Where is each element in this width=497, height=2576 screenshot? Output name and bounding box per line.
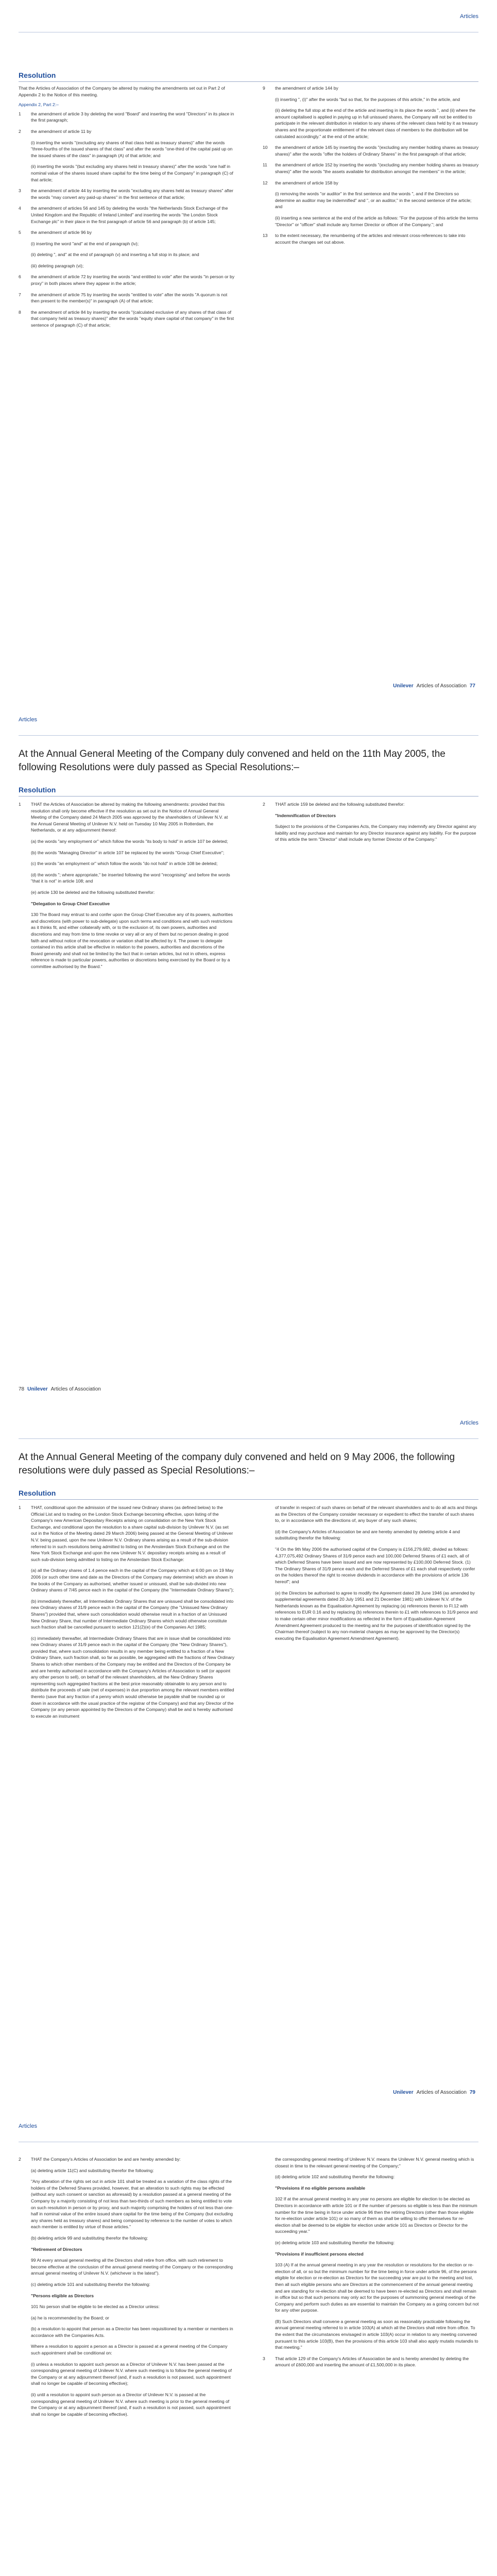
section-rule: [19, 1499, 478, 1500]
resolution-item: [19, 801, 235, 834]
page-77: [0, 0, 497, 703]
resolution-paragraph: [19, 140, 235, 159]
item-text: (b) deleting article 99 and substituting therefor the following:: [31, 2235, 148, 2241]
resolution-paragraph: [19, 241, 235, 247]
intro-paragraph: That the Articles of Association of the Company be altered by making the amendments set out in Part 2 of Appendix 2 to the Notice of this meeting.: [19, 86, 225, 97]
item-number: 11: [263, 162, 267, 168]
item-text: 99 At every annual general meeting all the Directors shall retire from office, with such retirement to become effective at the conclusion of the annual general meeting of the Company or the corresponding annual general meeting of Unilever N.V. (whichever is the latest").: [31, 2258, 233, 2276]
resolution-paragraph: [263, 2156, 479, 2169]
resolution-paragraph: [19, 251, 235, 258]
page-80: [0, 2110, 497, 2576]
brand-name: Unilever: [393, 683, 414, 689]
resolution-paragraph: [19, 2293, 235, 2299]
resolution-paragraph: [19, 163, 235, 183]
section-tab[interactable]: Articles: [459, 1420, 478, 1426]
section-rule: [19, 81, 478, 82]
resolution-item: [19, 309, 235, 329]
resolution-paragraph: [19, 2167, 235, 2174]
resolution-paragraph: [19, 2281, 235, 2288]
item-text: (a) deleting article 11(C) and substituting therefor the following:: [31, 2167, 154, 2173]
item-text: (e) the Directors be authorised to agree to modify the Agreement dated 28 June 1946 (as amended by supplemental agreements dated 20 July 1951 and 21 December 1981) with Unilever N.V. of the Netherlands known as the Equalisation Agreement by replacing (a) references therein to Fl.12 with references to EUR 0.16 and by replacing (b) references therein to £1 with references to 31/9 pence and to make certain other minor modifications as reflected in the form of Equalisation Agreement Amendment Agreement produced to the meeting and for the purposes of identification signed by the Chairman thereof (subject to any non-material changes as may be approved by the Director(s) executing the Equalisation Agreement Amendment Agreement).: [275, 1590, 478, 1641]
brand-name: Unilever: [27, 1386, 48, 1392]
item-text: (d) the words "; where appropriate," be inserted following the word "recognising" and before the words "that it is not" in article 108; and: [31, 872, 230, 884]
item-number: 1: [19, 802, 21, 807]
item-text: (c) deleting article 101 and substituting therefor the following:: [31, 2281, 150, 2287]
resolution-paragraph: [263, 96, 479, 103]
item-text: the amendment of article 96 by: [31, 230, 92, 235]
resolution-paragraph: [263, 2262, 479, 2314]
item-text: (ii) inserting the words "(but excluding any shares held in treasury shares)" after the words "one half in nominal value of the shares issued share capital for the time being of the Company" in paragraph (C) of that article;: [31, 164, 233, 182]
item-number: 1: [19, 1505, 21, 1510]
resolution-paragraph: [263, 2240, 479, 2246]
item-text: (c) the words "an employment or" which follow the words "do not hold" in article 108 be deleted;: [31, 861, 218, 867]
item-text: 130 The Board may entrust to and confer upon the Group Chief Executive any of its powers, authorities and discretions (with power to sub-delegate) upon such terms and conditions and with such restrictions as it thinks fit, and either collaterally with, or to the exclusion of, its own powers, authorities and discretions and may from time to time revoke or vary all or any of them but no person dealing in good faith and without notice of the revocation or variation shall be affected by it. The power to delegate contained in this article shall be effective in relation to the powers, authorities and discretions of the Board generally and shall not be limited by the fact that in certain articles, but not in others, express reference is made to particular powers, authorities or discretions being exercised by the Board or by a committee authorised by the Board.": [31, 912, 233, 969]
resolution-paragraph: [263, 191, 479, 210]
resolution-paragraph: [19, 2392, 235, 2417]
item-text: (i) unless a resolution to appoint such person as a Director of Unilever N.V. has been passed at the corresponding general meeting of Unilever N.V. where such meeting is to follow the general meeting of the Company or at any adjournment thereof (and, if such a resolution is not passed, such appointment shall no longer be capable of becoming effective);: [31, 2361, 232, 2386]
resolution-left-column: [19, 1504, 235, 1724]
item-text: (b) the words "Managing Director" in article 107 be replaced by the words "Group Chief Executive";: [31, 850, 225, 855]
item-text: the amendment of article 3 by deleting the word "Board" and inserting the word "Directors" in its place in the first paragraph;: [31, 111, 234, 123]
resolution-paragraph: [263, 823, 479, 843]
resolution-paragraph: [263, 2318, 479, 2351]
section-title: Resolution: [19, 1489, 56, 1497]
resolution-item: [263, 144, 479, 157]
item-text: (i) inserting the words "(excluding any shares of that class held as treasury shares)" after the words "three-fourths of the issued shares of that class" and after the words "one-third of the capital paid up on the issued shares of the class" in paragraph (A) of that article; and: [31, 140, 233, 158]
clause-heading: "Delegation to Group Chief Executive: [31, 901, 110, 906]
resolution-paragraph: [263, 215, 479, 228]
item-text: the amendment of article 75 by inserting the words "entitled to vote" after the words "A quorum is not then present to the member(s)" in paragraph (A) of that article;: [31, 292, 228, 304]
resolution-paragraph: [19, 2361, 235, 2387]
resolution-item: [263, 801, 479, 808]
item-number: 2: [263, 802, 265, 807]
document-name: Articles of Association: [416, 683, 467, 689]
item-text: (ii) until a resolution to appoint such person as a Director of Unilever N.V. is passed at the corresponding general meeting of Unilever N.V. where such meeting is prior to the general meeting of the Company or at any adjournment thereof (and, if such a resolution is not passed, such appointment shall no longer be capable of becoming effective).: [31, 2392, 231, 2417]
page-78: [0, 703, 497, 1406]
item-text: to the extent necessary, the renumbering of the articles and relevant cross-references to take into account the changes set out above.: [275, 233, 466, 245]
clause-heading: "Provisions if no eligible persons available: [275, 2185, 366, 2191]
item-number: 13: [263, 233, 268, 239]
header-rule: [19, 735, 478, 736]
section-tab[interactable]: Articles: [19, 717, 38, 723]
item-text: (e) deleting article 103 and substituting therefor the following:: [275, 2240, 395, 2245]
item-number: 3: [263, 2355, 265, 2361]
item-number: 10: [263, 145, 268, 150]
item-text: the amendment of article 152 by inserting the words "(excluding any member holding shares as treasury shares)" after the words "the assets available for distribution amongst the members" in the article;: [275, 162, 479, 174]
item-text: (b) immediately thereafter, all Intermediate Ordinary Shares that are unissued shall be consolidated into new Ordinary shares of 31/9 pence each in the capital of the Company (the "Unissued New Ordinary Shares") provided that, where such consolidation would otherwise result in a fraction of an Unissued New Ordinary Share, that number of Intermediate Ordinary Shares which would otherwise constitute such fraction shall be cancelled pursuant to section 121(2)(e) of the Companies Act 1985;: [31, 1598, 234, 1630]
item-text: the amendment of articles 56 and 145 by deleting the words "the Netherlands Stock Exchange of the United Kingdom and the Republic of Ireland Limited" and inserting the words "the London Stock Exchange plc" in their place in the first paragraph of article 56 and paragraph (b) of article 145;: [31, 206, 228, 224]
resolution-paragraph: [19, 901, 235, 907]
meeting-intro: At the Annual General Meeting of the Company duly convened and held on the 11th May 2005, the following Resolutions were duly passed as Special Resolutions:–: [19, 749, 445, 773]
item-text: the amendment of article 72 by inserting the words "and entitled to vote" after the words "in person or by proxy" in both places where they appear in the article;: [31, 274, 235, 286]
resolution-item: [263, 232, 479, 245]
item-text: Subject to the provisions of the Companies Acts, the Company may indemnify any Director against any liability and may purchase and maintain for any Director insurance against any liability. For the purpose of this article the term "Director" shall include any former Director of the Company.": [275, 824, 476, 842]
page-footer: [390, 2090, 478, 2095]
item-text: the amendment of article 84 by inserting the words "(calculated exclusive of any shares of that class of that company held as treasury shares)" after the words "equity share capital of that company" in the first sentence of paragraph (C) of that article;: [31, 309, 234, 328]
item-text: (b) a resolution to appoint that person as a Director has been requisitioned by a member or members in accordance with the Companies Acts.: [31, 2326, 233, 2338]
section-tab[interactable]: Articles: [19, 2123, 38, 2129]
item-text: (ii) deleting the full stop at the end of the article and inserting in its place the words ", and (ii) where the amount capitalised is applied in paying up in full unissued shares, the Company will not be entitled to participate in the relevant distribution in relation to any shares of the relevant class held by it as treasury shares and the proportionate entitlement of the relevant class of members to the distribution will be calculated accordingly." at the end of the article;: [275, 108, 478, 139]
resolution-paragraph: [19, 838, 235, 845]
item-text: (i) removing the words "or auditor" in the first sentence and the words ", and if the Directors so determine an auditor may be indemnified" and ", or an auditor," in the second sentence of the article; and: [275, 191, 472, 210]
item-text: (e) article 130 be deleted and the following substituted therefor:: [31, 889, 155, 895]
resolution-item: [263, 180, 479, 187]
page-footer: [19, 1386, 101, 1392]
section-title: Resolution: [19, 71, 56, 79]
item-text: 102 If at the annual general meeting in any year no persons are eligible for election to be elected as Directors in accordance with article 101 or if the number of persons so eligible is less than the minimum number for the time being in force under article 96 then the retiring Directors (other than those eligible for re-election under article 101) or so many of them as shall be willing to offer themselves for re-election shall be deemed to be eligible for election under article 101 as Directors or Director for the succeeding year.": [275, 2196, 477, 2234]
resolution-paragraph: [263, 1504, 479, 1524]
item-text: (d) the Company's Articles of Association be and are hereby amended by deleting article 4 and substituting therefor the following:: [275, 1529, 460, 1541]
item-text: (i) inserting the word "and" at the end of paragraph (iv);: [31, 241, 139, 246]
item-number: 7: [19, 292, 21, 297]
item-text: 103 (A) If at the annual general meeting in any year the resolution or resolutions for the election or re-election of all, or so but the minimum number for the time being in force under article 96, of the persons eligible for election or re-election as Directors for the succeeding year are put to the meeting and lost, then all such eligible persons who are Directors at the commencement of the annual general meeting and are standing for re-election shall be deemed to have been re-elected as Directors and shall remain in office but so that such persons may only act for the purposes of summoning general meetings of the Company and perform such duties as are essential to maintain the Company as a going concern but not for any other purpose.: [275, 2262, 479, 2313]
section-tab[interactable]: Articles: [459, 13, 478, 20]
item-text: (B) Such Directors shall convene a general meeting as soon as reasonably practicable following the annual general meeting referred to in article 103(A) at which all the Directors shall retire from office. To the extent that the circumstances envisaged in article 103(A) occur in relation to any meeting convened pursuant to this article 103(B), then the provisions of this article 103 shall also apply mutatis mutandis to that meeting.": [275, 2318, 478, 2350]
item-number: 8: [19, 309, 21, 315]
item-text: THAT, conditional upon the admission of the issued new Ordinary shares (as defined below) to the Official List and to trading on the London Stock Exchange becoming effective, upon listing of the Company's new American Depositary Receipts arising on consolidation on the New York Stock Exchange, and conditional upon the resolution to a share capital sub-division by Unilever N.V. (as set out in the Notice of the Meeting dated 29 March 2006) being passed at the General Meeting of Unilever N.V. being passed, upon the new Unilever N.V. Ordinary shares arising as a result of the sub-division referred to in such resolutions being admitted to listing on the Amsterdam Stock Exchange and on the New York Stock Exchange and upon the new Unilever N.V. depositary receipts arising as a result of such sub-division being admitted to listing on the Amsterdam Stock Exchange:: [31, 1505, 233, 1562]
resolution-paragraph: [19, 1567, 235, 1593]
item-text: THAT the Articles of Association be altered by making the following amendments: provided that this resolution shall only become effective if the resolution as set out in the Notice of Annual General Meeting of the Company dated 24 March 2005 was approved by the shareholders of Unilever N.V. at the Annual General Meeting of Unilever N.V. held on Tuesday 10 May 2005 in Rotterdam, the Netherlands, or at any adjournment thereof:: [31, 802, 228, 833]
clause-heading: "Retirement of Directors: [31, 2246, 82, 2252]
item-number: 6: [19, 274, 21, 280]
item-text: (a) he is recommended by the Board; or: [31, 2315, 109, 2320]
resolution-paragraph: [19, 850, 235, 856]
page-number: 78: [19, 1386, 25, 1392]
header-rule: [19, 1438, 478, 1439]
resolution-right-column: [263, 85, 479, 250]
resolution-left-column: [19, 85, 235, 333]
resolution-right-column: [263, 2156, 479, 2373]
resolution-item: [19, 274, 235, 286]
resolution-paragraph: [263, 1546, 479, 1585]
resolution-paragraph: [19, 1635, 235, 1720]
resolution-item: [19, 128, 235, 135]
item-text: THAT article 159 be deleted and the following substituted therefor:: [275, 802, 405, 807]
resolution-paragraph: [19, 2246, 235, 2253]
resolution-paragraph: [19, 2303, 235, 2310]
resolution-item: [19, 1504, 235, 1563]
resolution-paragraph: [19, 872, 235, 885]
resolution-paragraph: [263, 2251, 479, 2258]
resolution-paragraph: [19, 2343, 235, 2356]
item-text: "4 On the 9th May 2006 the authorised capital of the Company is £156,279,682, divided as follows: 4,377,075,492 Ordinary Shares of 31/9 pence each and 100,000 Deferred Shares of £1 each, all of which Deferred Shares have been issued and are now represented by £100,000 Deferred Stock. (1) The Ordinary Shares of 31/9 pence each and the Deferred Shares of £1 each shall respectively confer on the holders thereof the right to receive dividends in accordance with the provisions of article 136 hereof"; and: [275, 1546, 475, 1584]
resolution-item: [19, 229, 235, 236]
resolution-paragraph: [19, 889, 235, 896]
resolution-paragraph: [263, 1529, 479, 1541]
item-text: "Any alteration of the rights set out in article 101 shall be treated as a variation of the class rights of the holders of the Deferred Shares provided, however, that an alteration to such rights may be effected (without any such consent or sanction as aforesaid) by a resolution passed at a general meeting of the Company by a majority consisting of not less than two-thirds of such members as being entitled to vote on such resolution in person or by proxy, and such majority comprising the holders of not less than one-half in nominal value of the entire issued share capital for the time being of the Company (but excluding any shares held as treasury shares) and being composed by reference to the number of votes to which each member is entitled by virtue of those articles.": [31, 2179, 233, 2230]
resolution-item: [263, 85, 479, 92]
resolution-right-column: [263, 1504, 479, 1646]
item-text: (a) all the Ordinary shares of 1.4 pence each in the capital of the Company which at 6:00 pm on 19 May 2006 (or such other time and date as the Directors of the Company may determine) which are shown in the books of the Company as authorised, whether issued or unissued, shall be sub-divided into new Ordinary shares of 7/45 pence each in the capital of the Company (the "Intermediate Ordinary Shares");: [31, 1568, 234, 1593]
item-number: 1: [19, 111, 21, 116]
meeting-intro: At the Annual General Meeting of the company duly convened and held on 9 May 2006, the following resolutions were duly passed as Special Resolutions:–: [19, 1452, 455, 1476]
item-text: the amendment of article 44 by inserting the words "excluding any shares held as treasury shares" after the words "may convert any paid-up shares" in the first sentence of that article;: [31, 188, 234, 200]
item-number: 2: [19, 2157, 21, 2162]
clause-heading: "Indemnification of Directors: [275, 812, 336, 818]
resolution-left-column: [19, 801, 235, 974]
item-number: 4: [19, 206, 21, 211]
document-name: Articles of Association: [416, 2090, 467, 2095]
item-text: the amendment of article 11 by: [31, 128, 92, 134]
resolution-paragraph: [263, 1590, 479, 1642]
item-text: (d) deleting article 102 and substituting therefor the following:: [275, 2174, 395, 2180]
item-number: 12: [263, 180, 268, 185]
item-text: the amendment of article 145 by inserting the words "(excluding any member holding shares as treasury shares)" after the words "offer the holders of Ordinary Shares" in the first paragraph of that article;: [275, 145, 479, 157]
item-text: (iii) deleting paragraph (vi);: [31, 263, 84, 268]
resolution-paragraph: [19, 860, 235, 867]
resolution-paragraph: [19, 263, 235, 269]
resolution-left-column: [19, 2156, 235, 2422]
resolution-paragraph: [19, 2235, 235, 2242]
item-number: 2: [19, 128, 21, 134]
resolution-paragraph: [263, 107, 479, 140]
resolution-paragraph: [19, 911, 235, 970]
resolution-paragraph: [263, 812, 479, 819]
resolution-paragraph: [19, 1598, 235, 1631]
item-text: THAT the Company's Articles of Association be and are hereby amended by:: [31, 2157, 181, 2162]
document-name: Articles of Association: [50, 1386, 101, 1392]
resolution-paragraph: [19, 2257, 235, 2277]
page-79: [0, 1406, 497, 2110]
page-footer: [390, 683, 478, 689]
page-number: 79: [469, 2090, 475, 2095]
item-text: (c) immediately thereafter, all Intermediate Ordinary Shares that are in issue shall be consolidated into new Ordinary shares of 31/9 pence each in the capital of the Company (the "New Ordinary Shares"), provided that, where such consolidation results in any member being entitled to a fraction of a New Ordinary Share, such fraction shall, so far as possible, be aggregated with the fractions of New Ordinary Shares to which other members of the Company may be entitled and the Directors of the Company be and are hereby authorised in accordance with the Company's Articles of Association to sell (or appoint any other person to sell), on behalf of the relevant shareholders, all the New Ordinary Shares representing such aggregated fractions at the best price reasonably obtainable to any person and to distribute the proceeds of sale (net of expenses) in due proportion among the relevant members entitled thereto (save that any fraction of a penny which would otherwise be payable shall be rounded up or down in accordance with the usual practice of the registrar of the Company) and that any Director of the Company (or any person appointed by the Directors of the Company) shall be and is hereby authorised to execute an instrument: [31, 1635, 235, 1719]
item-text: Where a resolution to appoint a person as a Director is passed at a general meeting of the Company such appointment shall be conditional on:: [31, 2344, 228, 2356]
item-text: (a) the words "any employment or" which follow the words "its body to hold" in article 107 be deleted;: [31, 838, 228, 844]
item-number: 5: [19, 230, 21, 235]
resolution-paragraph: [19, 2315, 235, 2321]
section-title: Resolution: [19, 786, 56, 794]
item-text: (ii) deleting ", and" at the end of paragraph (v) and inserting a full stop in its place; and: [31, 252, 199, 258]
resolution-paragraph: [19, 2178, 235, 2230]
brand-name: Unilever: [393, 2090, 414, 2095]
item-number: 9: [263, 86, 265, 91]
resolution-item: [19, 188, 235, 200]
clause-heading: "Persons eligible as Directors: [31, 2293, 94, 2298]
resolution-right-column: [263, 801, 479, 848]
resolution-item: [19, 205, 235, 225]
resolution-item: [263, 162, 479, 175]
clause-heading: "Provisions if insufficient persons elected: [275, 2251, 364, 2257]
resolution-paragraph: [263, 2196, 479, 2235]
appendix-subheading: Appendix 2, Part 2:–: [19, 102, 59, 108]
item-text: of transfer in respect of such shares on behalf of the relevant shareholders and to do all acts and things as the Directors of the Company consider necessary or expedient to effect the transfer of such shares to, or in accordance with the directions of, any buyer of any such shares;: [275, 1505, 477, 1523]
item-text: 101 No person shall be eligible to be elected as a Director unless:: [31, 2304, 160, 2310]
item-text: (i) inserting ", (i)" after the words "but so that, for the purposes of this article," in the article, and: [275, 96, 460, 102]
item-text: the amendment of article 158 by: [275, 180, 338, 185]
item-text: (ii) inserting a new sentence at the end of the article as follows: "For the purpose of this article the terms "Director" or "officer" shall include any former Director or officer of the Company."; and: [275, 215, 478, 227]
page-number: 77: [469, 683, 475, 689]
resolution-item: [263, 2355, 479, 2368]
resolution-paragraph: [263, 2185, 479, 2192]
resolution-item: [19, 111, 235, 124]
resolution-item: [19, 2156, 235, 2163]
item-text: That article 129 of the Company's Articles of Association be and is hereby amended by deleting the amount of £600,000 and inserting the amount of £1,500,000 in its place.: [275, 2355, 469, 2368]
resolution-item: [19, 292, 235, 304]
resolution-paragraph: [263, 2174, 479, 2180]
item-text: the amendment of article 144 by: [275, 86, 338, 91]
item-text: the corresponding general meeting of Unilever N.V. means the Unilever N.V. general meeting which is closest in time to the relevant general meeting of the Company;": [275, 2157, 474, 2168]
item-number: 3: [19, 188, 21, 194]
resolution-paragraph: [19, 2326, 235, 2338]
